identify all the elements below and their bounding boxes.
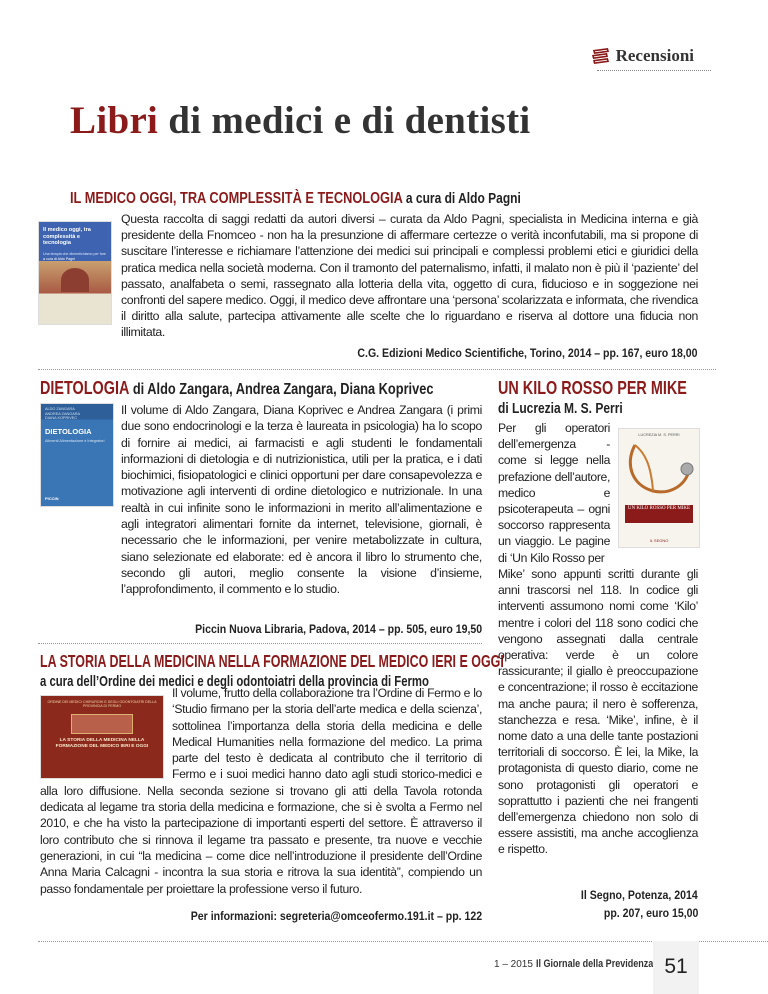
article3-author: a cura dell’Ordine dei medici e degli odontoiatri della provincia di Fermo: [40, 673, 429, 690]
article1-heading: [70, 190, 521, 208]
issue-number: 1 – 2015: [494, 959, 533, 970]
section-name: Recensioni: [615, 46, 694, 65]
article2-publisher: Piccin Nuova Libraria, Padova, 2014 – pp. 505, euro 19,50: [194, 622, 482, 636]
article1-cover-author: a cura di Aldo Pagni: [43, 256, 75, 261]
page-number: 51: [664, 955, 688, 978]
section-label: [591, 46, 694, 66]
article2-title: DIETOLOGIA: [40, 378, 129, 398]
article2-cover-authors: ALDO ZANGARA ANDREA ZANGARA DIANA KOPRIVEC: [45, 407, 80, 420]
article2-heading: [40, 378, 433, 399]
article2-cover-publisher: PICCIN: [45, 496, 59, 501]
article4-author: di Lucrezia M. S. Perri: [498, 400, 623, 417]
article1-title: IL MEDICO OGGI, TRA COMPLESSITÀ E TECNOLOGIA: [70, 190, 403, 207]
article2-cover-title: DIETOLOGIA: [45, 426, 92, 436]
article3-body-text: Il volume, frutto della collaborazione tra l’Ordine di Fermo e lo ‘Studio firmano per la storia dell’arte medica e della scienza’, sottolinea l’importanza della storia della medicina e delle Medical Humanities nella formazione del medico. La prima parte del testo è dedicata al contributo che il territorio di Fermo e i suoi medici hanno dato agli studi storico-medici e alla loro diffusione. Nella seconda sezione si trovano gli atti della Tavola rotonda dedicata al legame tra storia della medicina e formazione, che si è svolta a Fermo nel 2010, e che ha visto la partecipazione di importanti esperti del settore. È attraverso il loro contributo che si rinnova il legame tra passato e presente, tra nuove e vecchie generazioni, in cui “la medicina – come dice nell’introduzione il presidente dell’Ordine Anna Maria Calcagni - incontra la sua storia e ritrova la sua identità”, compiendo un passo fondamentale per proiettare la professione verso il futuro.: [40, 686, 482, 896]
journal-name: Il Giornale della Previdenza: [535, 958, 654, 970]
article1-cover-illustration: [61, 268, 89, 292]
divider: [38, 643, 482, 644]
article3-heading: [40, 651, 504, 672]
title-accent: Libri: [70, 99, 159, 142]
title-rest: di medici e di dentisti: [168, 99, 531, 142]
article4-cover-title: UN KILO ROSSO PER MIKE: [625, 505, 693, 523]
article1-cover-subtitle: Una terapia che dimentichiamo per fare: [43, 251, 106, 256]
stethoscope-illustration: [623, 441, 695, 505]
article4-cover: [618, 428, 700, 548]
article2-author: di Aldo Zangara, Andrea Zangara, Diana Koprivec: [132, 381, 434, 398]
article2-body-text: Il volume di Aldo Zangara, Diana Koprivec e Andrea Zangara (i primi due sono endocrinologi e la terza è laureata in psicologia) ha lo scopo di fornire ai medici, ai farmacisti e agli studenti le fondamentali informazioni di dietologia e di nutrizionistica, utili per la pratica, e i dati biochimici, fisiopatologici e clinici opportuni per dare consapevolezza e motivazione agli interventi di ordine dietologico e nutrizionale. In una realtà in cui infinite sono le informazioni in merito all’alimentazione e agli integratori alimentari fornite da internet, televisione, giornali, è necessario che le informazioni, per venire metabolizzate in cultura, siano selezionate ed elaborate: ed è ancora il libro lo strumento che, secondo gli autori, meglio consente la visione d’insieme, l’approfondimento, il commento e lo studio.: [121, 403, 482, 597]
page-number-tab: [653, 941, 699, 994]
article1-cover: [38, 221, 112, 325]
article4-cover-author: LUCREZIA M. S. PERRI: [638, 433, 680, 437]
article4-title: UN KILO ROSSO PER MIKE: [498, 378, 687, 398]
article3-title: LA STORIA DELLA MEDICINA NELLA FORMAZIONE DEL MEDICO IERI E OGGI: [40, 651, 504, 671]
books-icon: [591, 47, 611, 65]
article3-body: [40, 685, 482, 897]
article4-publisher-line1: Il Segno, Potenza, 2014: [581, 888, 698, 902]
header-divider: [597, 70, 711, 71]
article4-cover-publisher: IL SEGNO: [649, 538, 669, 543]
article3-publisher: Per informazioni: segreteria@omceofermo.191.it – pp. 122: [190, 909, 482, 923]
article4-heading: [498, 378, 687, 399]
article2-cover-subtitle: Alimenti Alimentazione e Integratori: [45, 438, 105, 443]
page-title: [70, 98, 531, 143]
article4-body-long: Mike’ sono appunti scritti durante gli anni trascorsi nel 118. In codice gli interventi assumono nomi come ‘Kilo’ mentre i colori del 118 sono codici che vengono assegnati dalla centrale operativa: verde è un colore rassicurante; il giallo è preoccupazione e concentrazione; il rosso è eccitazione ma anche paura; il nero è sofferenza, stanchezza e resa. ‘Mike’, infine, è il nome dato a una delle tante postazioni territoriali di soccorso. È lei, la Mike, la protagonista di questo diario, come ne sono protagonisti gli operatori e soprattutto i pazienti che nei frangenti dell’emergenza chiedono non solo di essere assistiti, ma anche accoglienza e rispetto.: [498, 567, 698, 857]
article3-cover-title: LA STORIA DELLA MEDICINA NELLA FORMAZIONE DEL MEDICO IERI E OGGI: [55, 738, 149, 749]
cover-wrap-spacer: [40, 402, 121, 596]
article1-publisher: C.G. Edizioni Medico Scientifiche, Torino, 2014 – pp. 167, euro 18,00: [357, 346, 698, 360]
article1-cover-title: Il medico oggi, tra complessità e tecnologia: [43, 227, 91, 246]
footer-issue: [494, 958, 679, 970]
divider: [38, 369, 716, 370]
cover-wrap-spacer: [40, 685, 172, 780]
article2-body: [40, 402, 482, 598]
article3-cover-top: ORDINE DEI MEDICI CHIRURGHI E DEGLI ODONTOIATRI DELLA PROVINCIA DI FERMO: [47, 700, 157, 709]
article1-body: Questa raccolta di saggi redatti da autori diversi – curata da Aldo Pagni, specialista in Medicina interna e già presidente della Fnomceo - non ha la presunzione di affermare certezze o verità inconfutabili, ma si propone di suscitare l’interesse e richiamare l’attenzione dei medici sui principali e complessi problemi etici e giuridici della pratica medica nella società moderna. Con il tramonto del paternalismo, infatti, il malato non è più il ‘paziente’ del passato, analfabeta o semi, rassegnato alla lotteria della vita, oggetto di cura, fiducioso e in soggezione nei confronti del sapere medico. Oggi, il medico deve affrontare una ‘persona’ scolarizzata e informata, che rivendica il diritto alla salute, partecipa attivamente alle scelte che lo riguardano e riserva al dottore una fiducia non illimitata.: [121, 212, 698, 340]
article4-publisher-line2: pp. 207, euro 15,00: [603, 906, 698, 920]
article1-author: a cura di Aldo Pagni: [405, 190, 521, 207]
article4-body-short: Per gli operatori dell’emergenza - come si legge nella prefazione dell’autore, medico e psicoterapeuta – ogni soccorso rappresenta un viaggio. Le pagine di ‘Un Kilo Rosso per: [498, 421, 610, 565]
